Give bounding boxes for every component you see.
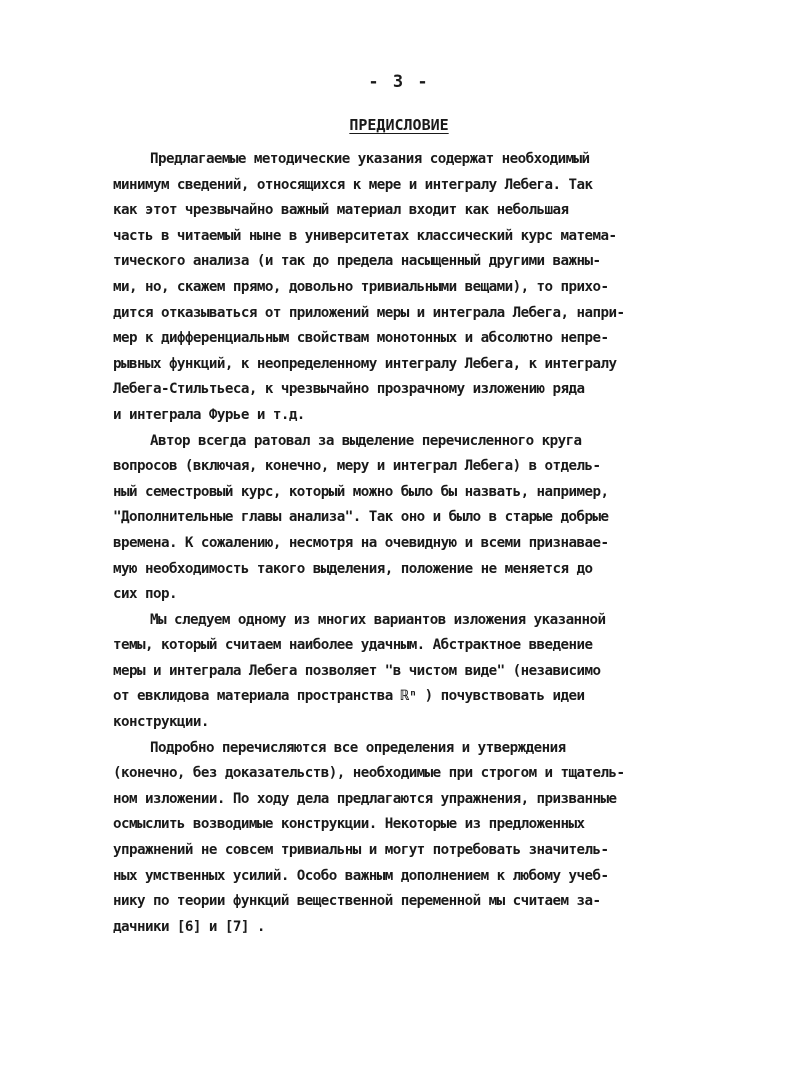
- text-line: Подробно перечисляются все определения и утверждения: [150, 739, 566, 756]
- text-line: Предлагаемые методические указания содержат необходимый: [150, 151, 590, 167]
- text-line: Мы следуем одному из многих вариантов изложения указанной: [150, 611, 606, 628]
- text-line: ном изложении. По ходу дела предлагаются упражнения, призванные: [113, 790, 617, 807]
- section-heading: ПРЕДИСЛОВИЕ: [349, 116, 449, 134]
- text-line: ми, но, скажем прямо, довольно тривиальными вещами), то прихо-: [113, 278, 609, 295]
- text-line: дачники [6] и [7] .: [113, 918, 265, 935]
- text-line: Автор всегда ратовал за выделение перечисленного круга: [150, 432, 582, 449]
- paragraph: [113, 608, 703, 736]
- paragraph: [113, 147, 703, 429]
- text-line: вопросов (включая, конечно, меру и интеграл Лебега) в отдель-: [113, 458, 601, 475]
- text-line: мер к дифференциальным свойствам монотонных и абсолютно непре-: [113, 330, 609, 347]
- text-line: (конечно, без доказательств), необходимые при строгом и тщатель-: [113, 765, 625, 782]
- page-number: - 3 -: [368, 72, 430, 92]
- text-line: времена. К сожалению, несмотря на очевидную и всеми признавае-: [113, 534, 609, 551]
- text-line: Лебега-Стильтьеса, к чрезвычайно прозрачному изложению ряда: [113, 381, 585, 398]
- text-line: меры и интеграла Лебега позволяет "в чистом виде" (независимо: [113, 662, 601, 679]
- text-line: темы, который считаем наиболее удачным. Абстрактное введение: [113, 637, 593, 654]
- text-line: ных умственных усилий. Особо важным дополнением к любому учеб-: [113, 867, 609, 884]
- text-line: минимум сведений, относящихся к мере и интегралу Лебега. Так: [113, 176, 593, 193]
- text-line: дится отказываться от приложений меры и интеграла Лебега, напри-: [113, 304, 625, 321]
- text-line: и интеграла Фурье и т.д.: [113, 406, 305, 423]
- text-line: упражнений не совсем тривиальны и могут потребовать значитель-: [113, 842, 609, 859]
- text-line: тического анализа (и так до предела насыщенный другими важны-: [113, 253, 601, 270]
- text-line: нику по теории функций вещественной переменной мы считаем за-: [113, 893, 601, 910]
- text-line: как этот чрезвычайно важный материал входит как небольшая: [113, 202, 569, 219]
- text-line: "Дополнительные главы анализа". Так оно и было в старые добрые: [113, 509, 609, 526]
- text-line: рывных функций, к неопределенному интегралу Лебега, к интегралу: [113, 355, 617, 372]
- paragraph: [113, 736, 703, 941]
- text-line: мую необходимость такого выделения, положение не меняется до: [113, 560, 593, 577]
- text-line: конструкции.: [113, 714, 209, 731]
- text-line: от евклидова материала пространства ℝⁿ ) почувствовать идеи: [113, 688, 585, 705]
- text-line: ный семестровый курс, который можно было бы назвать, например,: [113, 483, 609, 500]
- text-line: сих пор.: [113, 586, 177, 603]
- paragraph: [113, 429, 703, 608]
- text-line: осмыслить возводимые конструкции. Некоторые из предложенных: [113, 816, 585, 833]
- body-text: [113, 147, 703, 940]
- text-line: часть в читаемый ныне в университетах классический курс матема-: [113, 227, 617, 244]
